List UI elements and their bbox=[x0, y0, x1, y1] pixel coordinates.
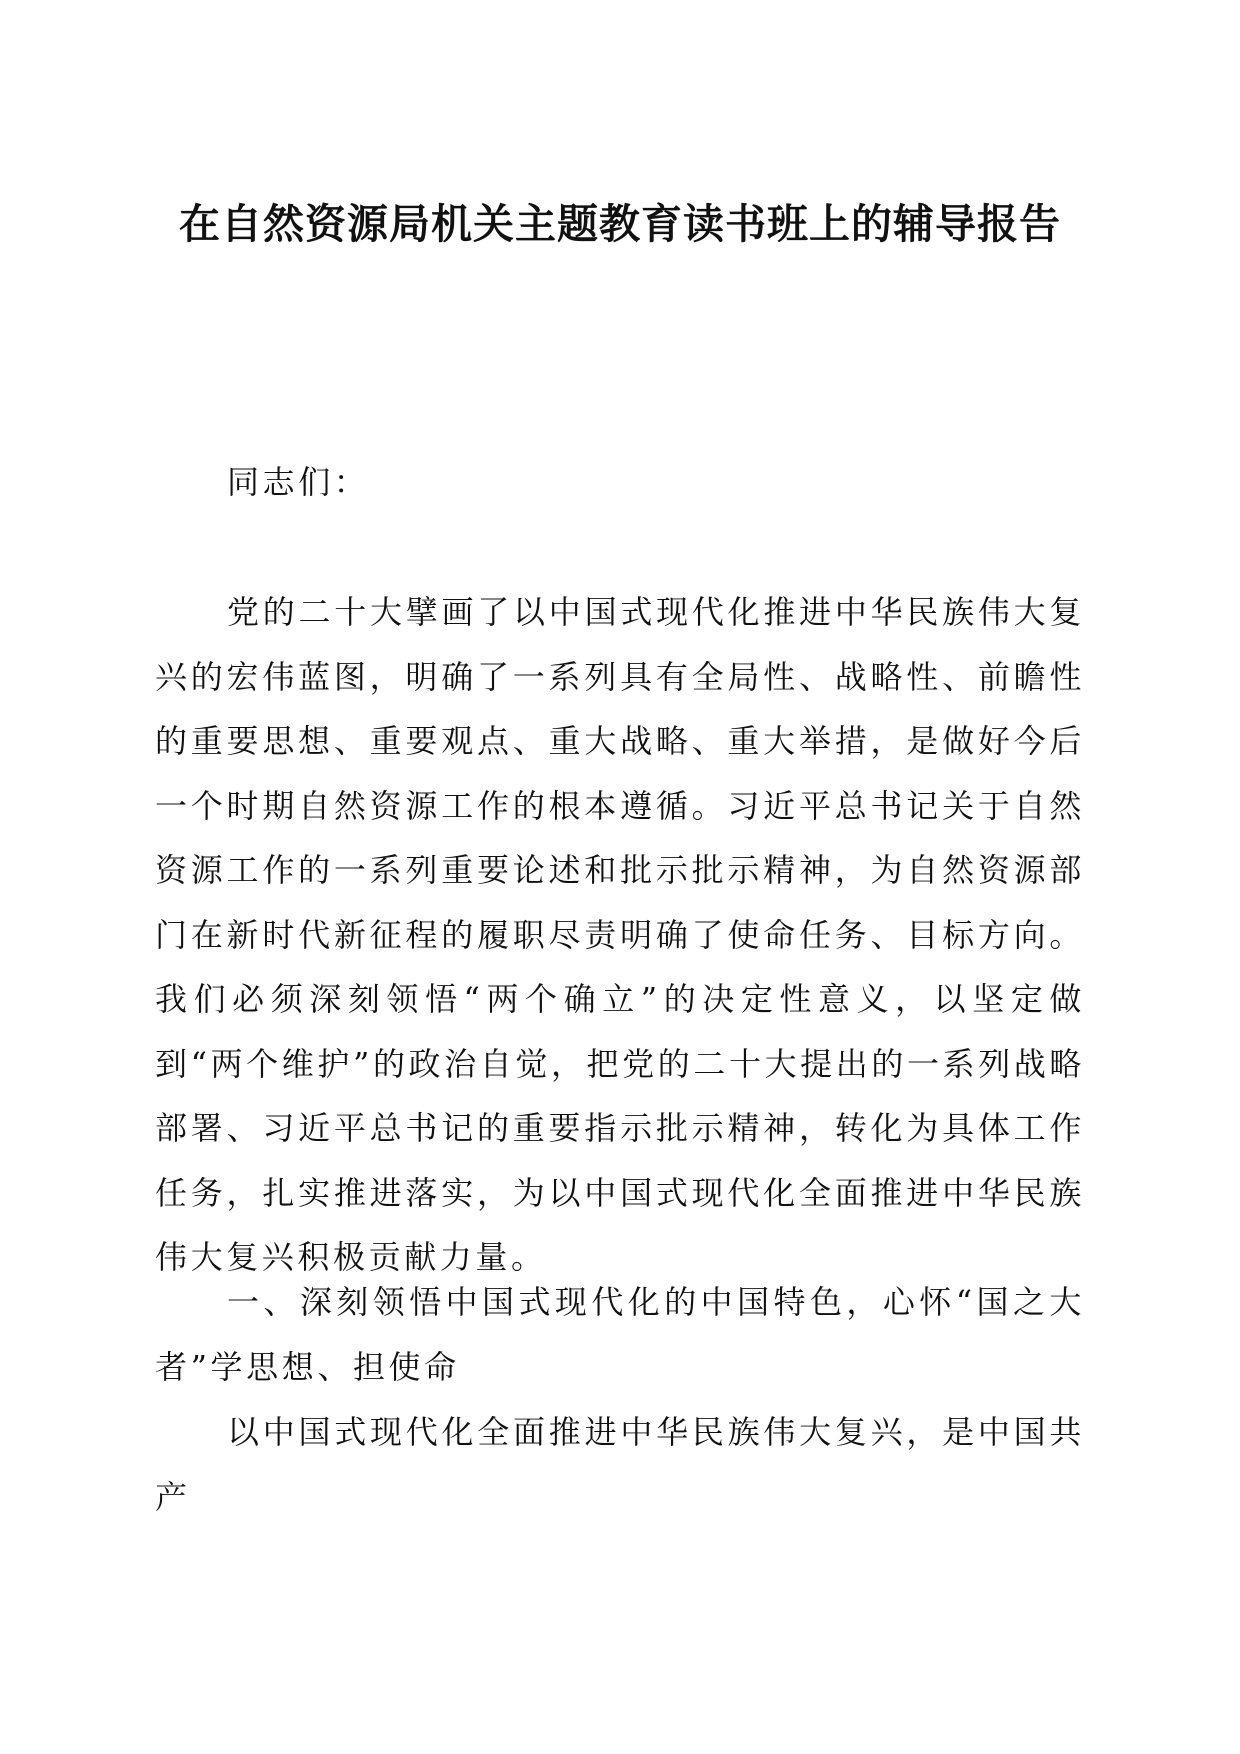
body-paragraph-continued: 以中国式现代化全面推进中华民族伟大复兴，是中国共产 bbox=[155, 1413, 1085, 1516]
section-heading: 一、深刻领悟中国式现代化的中国特色，心怀“国之大者”学思想、担使命 bbox=[155, 1283, 1085, 1386]
document-title: 在自然资源局机关主题教育读书班上的辅导报告 bbox=[179, 200, 1061, 248]
body-paragraph: 党的二十大擘画了以中国式现代化推进中华民族伟大复兴的宏伟蓝图，明确了一系列具有全局性、战略性、前瞻性的重要思想、重要观点、重大战略、重大举措，是做好今后一个时期自然资源工作的根本遵循。习近平总书记关于自然资源工作的一系列重要论述和批示批示精神，为自然资源部门在新时代新征程的履职尽责明确了使命任务、目标方向。我们必须深刻领悟“两个确立”的决定性意义，以坚定做到“两个维护”的政治自觉，把党的二十大提出的一系列战略部署、习近平总书记的重要指示批示精神，转化为具体工作任务，扎实推进落实，为以中国式现代化全面推进中华民族伟大复兴积极贡献力量。 bbox=[155, 593, 1085, 1276]
salutation: 同志们： bbox=[227, 463, 370, 501]
